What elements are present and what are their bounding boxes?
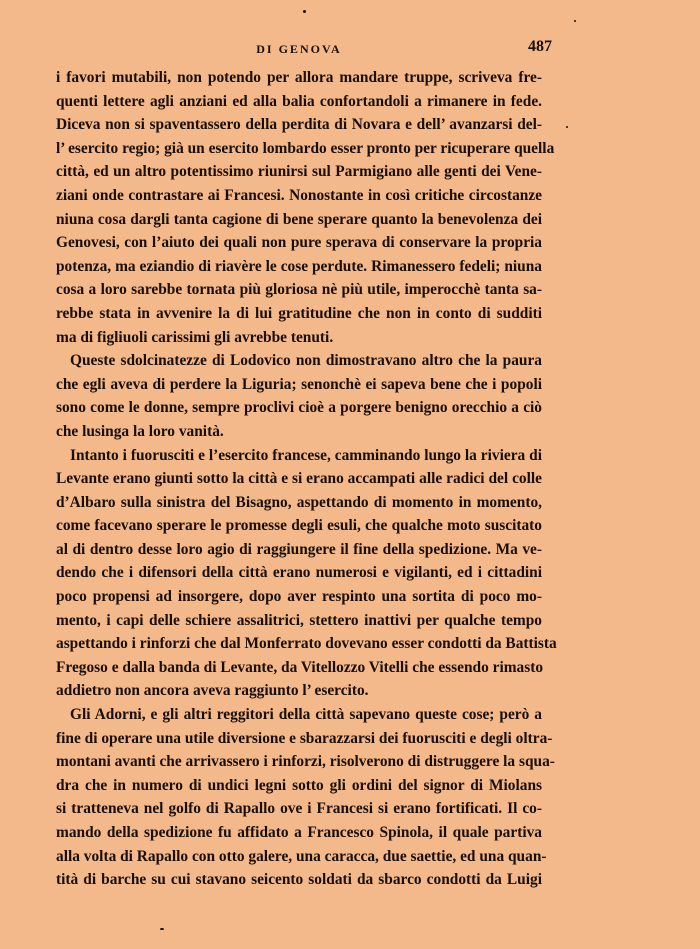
text-line: sono come le donne, sempre proclivi cioè a porgere benigno orecchio a ciò	[56, 399, 542, 417]
page-header	[56, 38, 552, 62]
ink-speck	[303, 10, 306, 13]
text-line: Diceva non si spaventassero della perdita di Novara e dell’ avanzarsi del-	[56, 116, 542, 134]
text-line: niuna cosa dargli tanta cagione di bene sperare quanto la benevolenza dei	[56, 210, 542, 228]
ink-speck	[160, 928, 164, 930]
text-line: Gli Adorni, e gli altri reggitori della città sapevano queste cose; però a	[70, 706, 542, 724]
running-title: DI GENOVA	[256, 42, 342, 56]
text-line: Levante erano giunti sotto la città e si erano accampati alle radici del colle	[56, 470, 542, 488]
text-line: addietro non ancora aveva raggiunto l’ esercito.	[56, 682, 369, 700]
text-line: ziani onde contrastare ai Francesi. Nonostante in così critiche circostanze	[56, 186, 542, 204]
text-line: l’ esercito regio; già un esercito lombardo esser pronto per ricuperare quella	[56, 139, 555, 157]
text-line: dra che in numero di undici legni sotto gli ordini del signor di Miolans	[56, 776, 542, 794]
page-number: 487	[528, 38, 552, 55]
ink-speck	[566, 126, 568, 128]
text-line: potenza, ma eziandio di riavère le cose perdute. Rimanessero fedeli; niuna	[56, 257, 542, 275]
ink-speck	[574, 20, 576, 22]
text-line: mento, i capi delle schiere assalitrici, stettero inattivi per qualche tempo	[56, 611, 542, 629]
text-line: Fregoso e dalla banda di Levante, da Vitellozzo Vitelli che essendo rimasto	[56, 658, 544, 676]
text-line: al di dentro desse loro agio di raggiungere il fine della spedizione. Ma ve-	[56, 540, 542, 558]
text-line: Intanto i fuorusciti e l’esercito francese, camminando lungo la riviera di	[70, 446, 542, 464]
text-line: aspettando i rinforzi che dal Monferrato dovevano esser condotti da Battista	[56, 635, 557, 653]
text-line: Queste sdolcinatezze di Lodovico non dimostravano altro che la paura	[70, 352, 542, 370]
text-line: come facevano sperare le promesse degli esuli, che qualche moto suscitato	[56, 517, 542, 535]
text-line: mando della spedizione fu affidato a Francesco Spinola, il quale partiva	[56, 824, 542, 841]
text-line: tità di barche su cui stavano seicento soldati da sbarco condotti da Luigi	[56, 871, 542, 889]
text-line: fine di operare una utile diversione e sbarazzarsi dei fuorusciti e degli oltra-	[56, 729, 553, 747]
text-line: che lusinga la loro vanità.	[56, 422, 224, 440]
body-text	[56, 66, 557, 892]
text-line: quenti lettere agli anziani ed alla balia confortandoli a rimanere in fede.	[56, 92, 542, 110]
text-line: rebbe stata in avvenire la di lui gratitudine che non in conto di sudditi	[56, 304, 542, 322]
text-line: si tratteneva nel golfo di Rapallo ove i Francesi si erano fortificati. Il co-	[56, 800, 542, 818]
text-line: i favori mutabili, non potendo per allora mandare truppe, scriveva fre-	[56, 69, 542, 86]
text-line: che egli aveva di perdere la Liguria; senonchè ei sapeva bene che i popoli	[56, 375, 542, 393]
text-line: Genovesi, con l’aiuto dei quali non pure sperava di conservare la propria	[56, 234, 542, 252]
text-line: ma di figliuoli carissimi gli avrebbe tenuti.	[56, 328, 334, 346]
text-line: città, ed un altro potentissimo riunirsi sul Parmigiano alle genti dei Vene-	[56, 163, 542, 181]
text-line: montani avanti che arrivassero i rinforzi, risolverono di distruggere la squa-	[56, 753, 555, 771]
text-line: alla volta di Rapallo con otto galere, una caracca, due saettie, ed una quan-	[56, 847, 547, 865]
text-line: d’Albaro sulla sinistra del Bisagno, aspettando di momento in momento,	[56, 493, 542, 511]
text-line: dendo che i difensori della città erano numerosi e vigilanti, ed i cittadini	[56, 564, 542, 582]
text-line: cosa a loro sarebbe tornata più gloriosa nè più utile, imperocchè tanta sa-	[56, 281, 542, 299]
text-line: poco propensi ad insorgere, dopo aver respinto una sortita di poco mo-	[56, 588, 542, 606]
